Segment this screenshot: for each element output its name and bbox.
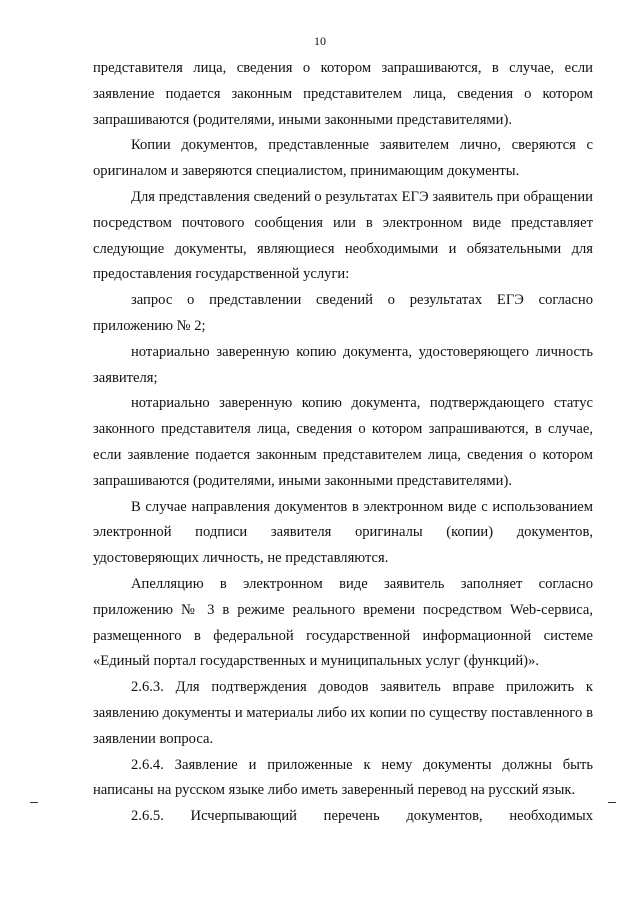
paragraph-2-6-4: 2.6.4. Заявление и приложенные к нему документы должны быть написаны на русском языке либо иметь заверенный перевод на русский язык. <box>93 756 593 799</box>
paragraph-continuation: представителя лица, сведения о котором запрашиваются, в случае, если заявление подается законным представителем лица, сведения о котором запрашиваются (родителями, иными законными представителями). <box>93 60 593 128</box>
paragraph-2-6-5: 2.6.5. Исчерпывающий перечень документов, необходимых <box>131 808 593 825</box>
paragraph-documents-required: Для представления сведений о результатах ЕГЭ заявитель при обращении посредством почтового сообщения или в электронном виде представляет следующие документы, являющиеся необходимыми и обязательными для предоставления государственной услуги: <box>93 188 593 283</box>
paragraph-electronic-signature: В случае направления документов в электронном виде с использованием электронной подписи заявителя оригиналы (копии) документов, удостоверяющих личность, не представляются. <box>93 498 593 567</box>
page-number: 10 <box>314 34 326 48</box>
paragraph-2-6-3: 2.6.3. Для подтверждения доводов заявитель вправе приложить к заявлению документы и материалы либо их копии по существу поставленного в заявлении вопроса. <box>93 679 593 747</box>
paragraph-appeal: Апелляцию в электронном виде заявитель заполняет согласно приложению № 3 в режиме реального времени посредством Web-сервиса, размещенного в федеральной государственной информационной системе «Единый портал государственных и муниципальных услуг (функций)». <box>93 575 593 670</box>
scan-mark-right <box>608 802 616 803</box>
paragraph-copies: Копии документов, представленные заявителем лично, сверяются с оригиналом и заверяются специалистом, принимающим документы. <box>93 137 593 180</box>
scan-mark-left <box>30 802 38 803</box>
list-item-representative-copy: нотариально заверенную копию документа, подтверждающего статус законного представителя лица, сведения о котором запрашиваются, в случае, если заявление подается законным представителем лица, сведения о котором запрашиваются (родителями, иными законными представителями). <box>93 395 593 489</box>
document-body <box>93 56 593 830</box>
list-item-identity-copy: нотариально заверенную копию документа, удостоверяющего личность заявителя; <box>93 343 593 386</box>
list-item-request: запрос о представлении сведений о результатах ЕГЭ согласно приложению № 2; <box>93 292 593 334</box>
